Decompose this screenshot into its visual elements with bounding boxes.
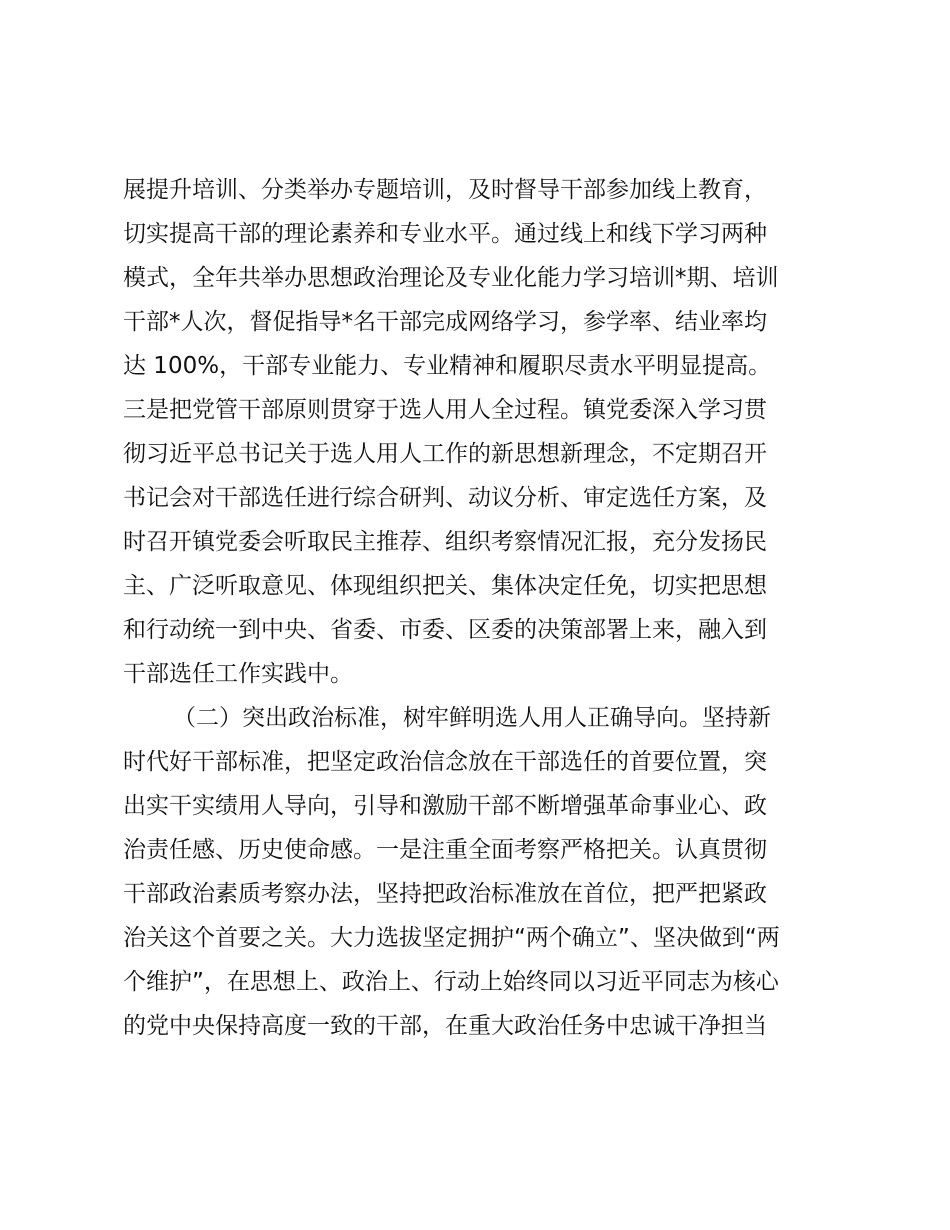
text-line: 模式，全年共举办思想政治理论及专业化能力学习培训*期、培训 (123, 265, 779, 291)
text-line: 书记会对干部选任进行综合研判、动议分析、审定选任方案，及 (123, 485, 767, 511)
body-text (123, 168, 843, 1048)
text-line: 出实干实绩用人导向，引导和激励干部不断增强革命事业心、政 (123, 793, 767, 819)
text-line: 治关这个首要之关。大力选拔坚定拥护“两个确立”、坚决做到“两 (123, 925, 780, 951)
text-line: 达 100%，干部专业能力、专业精神和履职尽责水平明显提高。 (123, 353, 772, 379)
text-line: 的党中央保持高度一致的干部，在重大政治任务中忠诚干净担当 (123, 1013, 767, 1039)
text-line: 展提升培训、分类举办专题培训，及时督导干部参加线上教育， (123, 177, 767, 203)
text-line: 时代好干部标准，把坚定政治信念放在干部选任的首要位置，突 (123, 749, 767, 775)
text-line: 彻习近平总书记关于选人用人工作的新思想新理念，不定期召开 (123, 441, 767, 467)
section-heading-line: （二）突出政治标准，树牢鲜明选人用人正确导向。坚持新 (173, 705, 771, 731)
text-line: 治责任感、历史使命感。一是注重全面考察严格把关。认真贯彻 (123, 837, 767, 863)
text-line: 和行动统一到中央、省委、市委、区委的决策部署上来，融入到 (123, 617, 767, 643)
text-line: 时召开镇党委会听取民主推荐、组织考察情况汇报，充分发扬民 (123, 529, 767, 555)
text-line: 主、广泛听取意见、体现组织把关、集体决定任免，切实把思想 (123, 573, 767, 599)
text-line: 三是把党管干部原则贯穿于选人用人全过程。镇党委深入学习贯 (123, 397, 767, 423)
text-line: 干部政治素质考察办法，坚持把政治标准放在首位，把严把紧政 (123, 881, 767, 907)
text-line: 干部选任工作实践中。 (123, 661, 353, 687)
text-line: 干部*人次，督促指导*名干部完成网络学习，参学率、结业率均 (123, 309, 767, 335)
text-line: 个维护”，在思想上、政治上、行动上始终同以习近平同志为核心 (123, 969, 779, 995)
text-line: 切实提高干部的理论素养和专业水平。通过线上和线下学习两种 (123, 221, 767, 247)
